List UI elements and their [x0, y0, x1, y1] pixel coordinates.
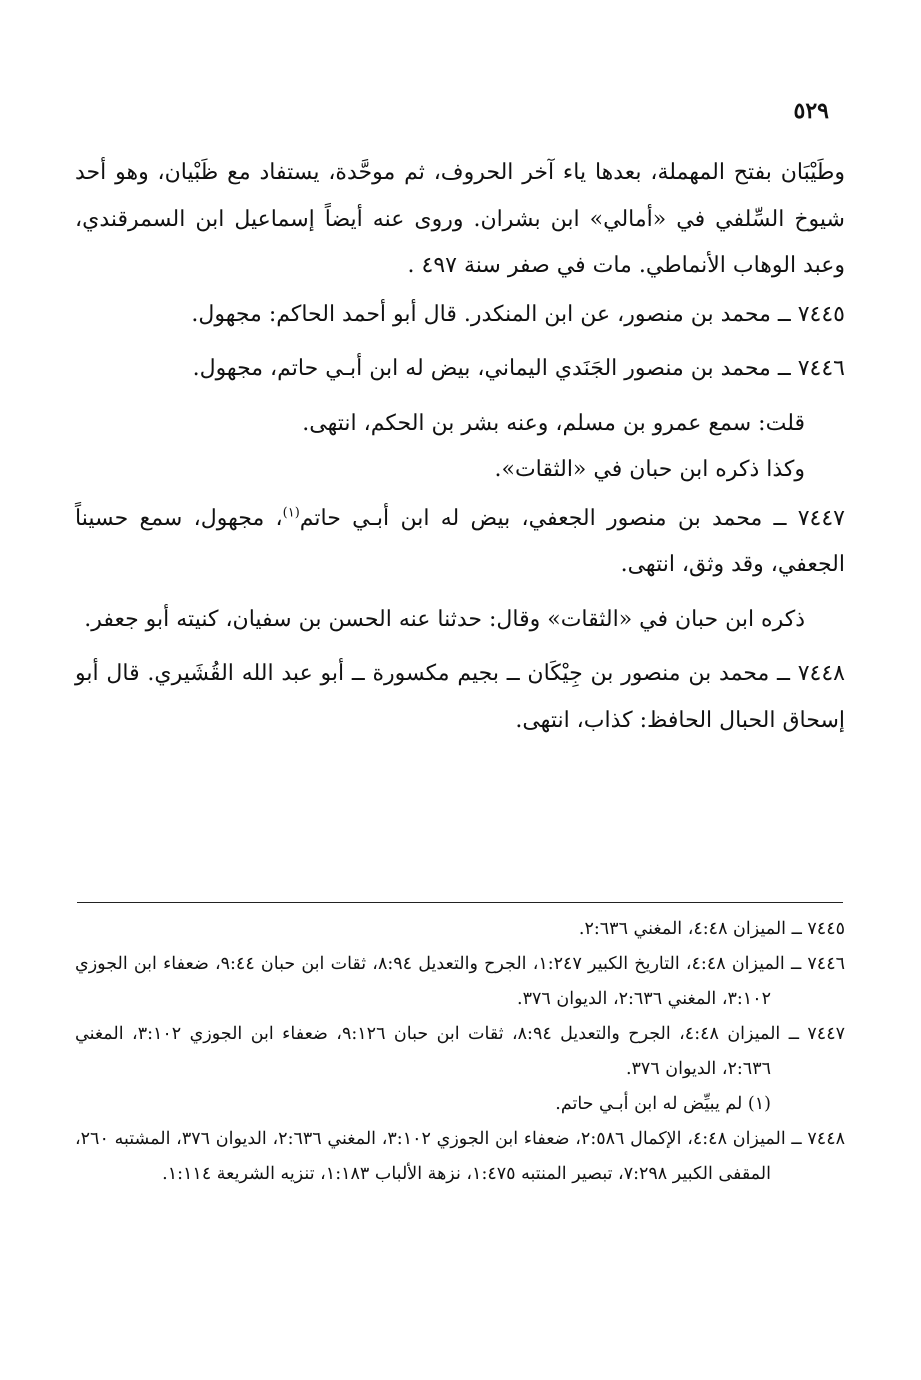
footnotes: [75, 912, 845, 1192]
entry-7446: ٧٤٤٦ ــ محمد بن منصور الجَنَدي اليماني، بيض له ابن أبـي حاتم، مجهول.: [192, 356, 845, 381]
footnote-ref: (١): [282, 505, 300, 521]
comment-7446: قلت: سمع عمرو بن مسلم، وعنه بشر بن الحكم، انتهى.: [302, 410, 805, 436]
note-7446: وكذا ذكره ابن حبان في «الثقات».: [494, 457, 805, 482]
footnote-7447: ٧٤٤٧ ــ الميزان ٤:٤٨، الجرح والتعديل ٨:٩٤، ثقات ابن حبان ٩:١٢٦، ضعفاء ابن الجوزي ٣:١٠٢، المغني ٢:٦٣٦، الديوان ٣٧٦.: [75, 1024, 845, 1079]
footnote-1: (١) لم يبيِّض له ابن أبـي حاتم.: [555, 1094, 771, 1114]
entry-7447: [75, 496, 845, 589]
entry-7448: ٧٤٤٨ ــ محمد بن منصور بن جِيْكَان ــ بجيم مكسورة ــ أبو عبد الله القُشَيري. قال أبو إسحاق الحبال الحافظ: كذاب، انتهى.: [75, 661, 845, 733]
comment-7447: ذكره ابن حبان في «الثقات» وقال: حدثنا عنه الحسن بن سفيان، كنيته أبو جعفر.: [84, 606, 805, 632]
footnote-7446: ٧٤٤٦ ــ الميزان ٤:٤٨، التاريخ الكبير ١:٢٤٧، الجرح والتعديل ٨:٩٤، ثقات ابن حبان ٩:٤٤، ضعفاء ابن الجوزي ٣:١٠٢، المغني ٢:٦٣٦، الديوان ٣٧٦.: [75, 954, 845, 1009]
footnote-7448: ٧٤٤٨ ــ الميزان ٤:٤٨، الإكمال ٢:٥٨٦، ضعفاء ابن الجوزي ٣:١٠٢، المغني ٢:٦٣٦، الديوان ٣٧٦، المشتبه ٢٦٠، المقفى الكبير ٧:٢٩٨، تبصير المنتبه ١:٤٧٥، نزهة الألباب ١:١٨٣، تنزيه الشريعة ١:١١٤.: [75, 1129, 845, 1184]
entry-7445: ٧٤٤٥ ــ محمد بن منصور، عن ابن المنكدر. قال أبو أحمد الحاكم: مجهول.: [191, 301, 845, 327]
page-number: ٥٢٩: [793, 98, 829, 124]
entry-7447-text-a: ٧٤٤٧ ــ محمد بن منصور الجعفي، بيض له ابن أبـي حاتم: [299, 505, 845, 531]
main-text: [75, 150, 845, 744]
footnote-divider: [77, 902, 843, 903]
paragraph-continuation: وطَيْبَان بفتح المهملة، بعدها ياء آخر الحروف، ثم موحَّدة، يستفاد مع ظَبْيان، وهو أحد شيوخ السِّلفي في «أمالي» ابن بشران. وروى عنه أيضاً إسماعيل ابن السمرقندي، وعبد الوهاب الأنماطي. مات في صفر سنة ٤٩٧ .: [75, 160, 845, 278]
entry-7447-text-b: ، مجهول، سمع حسيناً الجعفي، وقد وثق، انتهى.: [75, 505, 845, 577]
footnote-7445: ٧٤٤٥ ــ الميزان ٤:٤٨، المغني ٢:٦٣٦.: [578, 919, 845, 939]
